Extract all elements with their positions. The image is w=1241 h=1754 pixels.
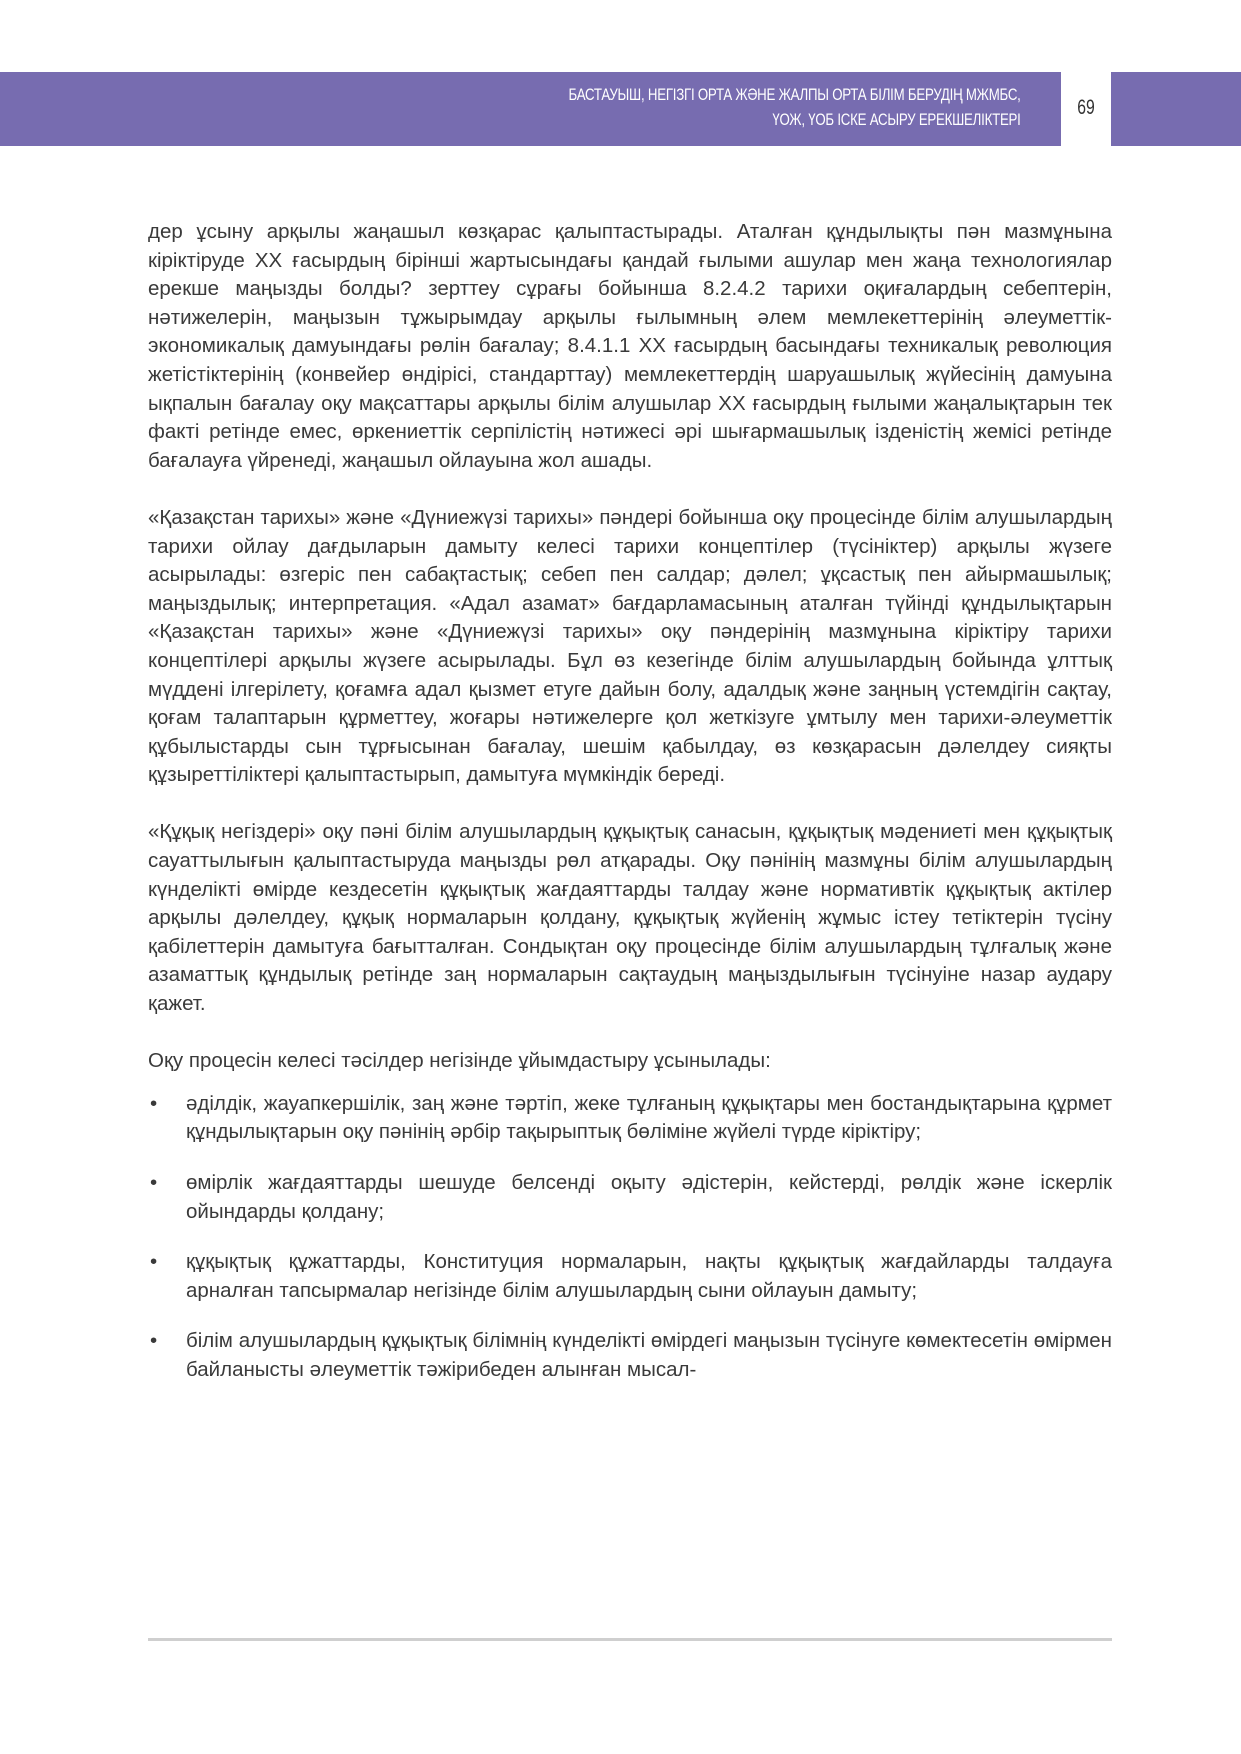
bullet-icon: • [150,1171,158,1194]
list-intro: Оқу процесін келесі тәсілдер негізінде ұйымдастыру ұсынылады: [148,1049,771,1073]
list-item [148,1248,1112,1305]
header-title-line-2: ҮОЖ, ҮОБ ІСКЕ АСЫРУ ЕРЕКШЕЛІКТЕРІ [772,110,1021,129]
footer-divider [148,1638,1112,1641]
page-number: 69 [1077,96,1095,119]
bullet-icon: • [150,1250,158,1274]
header-banner-right-tab [1111,72,1241,146]
paragraph-3: «Құқық негіздері» оқу пәні білім алушылардың құқықтық санасын, құқықтық мәдениеті мен құқықтық сауаттылығын қалыптастыруда маңызды рөл атқарады. Оқу пәнінің мазмұны білім алушылардың күнделікті өмірде кездесетін құқықтық жағдаяттарды талдау және нормативтік құқықтық актілер арқылы дәлелдеу, құқық нормаларын қолдану, құқықтық жүйенің жұмыс істеу тетіктерін түсіну қабілеттерін дамытуға бағытталған. Сондықтан оқу процесінде білім алушылардың тұлғалық және азаматтық құндылық ретінде заң нормаларын сақтаудың маңыздылығын түсінуіне назар аудару қажет. [148,820,1112,1016]
list-item [148,1169,1112,1226]
approaches-list [148,1090,1112,1385]
list-item [148,1327,1112,1384]
list-item [148,1090,1112,1147]
bullet-icon: • [150,1329,158,1353]
paragraph-2: «Қазақстан тарихы» және «Дүниежүзі тарихы» пәндері бойынша оқу процесінде білім алушылардың тарихи ойлау дағдыларын дамыту келесі тарихи концептілер (түсініктер) арқылы жүзеге асырылады: өзгеріс пен сабақтастық; себеп пен салдар; дәлел; ұқсастық пен айырмашылық; маңыздылық; интерпретация. «Адал азамат» бағдарламасының аталған түйінді құндылықтарын «Қазақстан тарихы» және «Дүниежүзі тарихы» оқу пәндерінің мазмұнына кіріктіру тарихи концептілері арқылы жүзеге асырылады. Бұл өз кезегінде білім алушылардың бойында ұлттық мүддені ілгерілету, қоғамға адал қызмет етуге дайын болу, адалдық және заңның үстемдігін сақтау, қоғам талаптарын құрметтеу, жоғары нәтижелерге қол жеткізуге ұмтылу мен тарихи-әлеуметтік құбылыстарды сын тұрғысынан бағалау, шешім қабылдау, өз көзқарасын дәлелдеу сияқты құзыреттіліктері қалыптастырып, дамытуға мүмкіндік береді. [148,505,1112,787]
list-item-text: білім алушылардың құқықтық білімнің күнделікті өмірдегі маңызын түсінуге көмектесетін өмірмен байланысты әлеуметтік тәжірибеден алынған мысал- [186,1329,1112,1381]
bullet-icon: • [150,1091,158,1115]
list-item-text: құқықтық құжаттарды, Конституция нормаларын, нақты құқықтық жағдайларды талдауға арналған тапсырмалар негізінде білім алушылардың сыни ойлауын дамыту; [186,1250,1112,1302]
paragraph-1: дер ұсыну арқылы жаңашыл көзқарас қалыптастырады. Аталған құндылықты пән мазмұнына кіріктіруде XX ғасырдың бірінші жартысындағы қандай ғылыми ашулар мен жаңа технологиялар ерекше маңызды болды? зерттеу сұрағы бойынша 8.2.4.2 тарихи оқиғалардың себептерін, нәтижелерін, маңызын тұжырымдау арқылы ғылымның әлем мемлекеттерінің әлеуметтік-экономикалық дамуындағы рөлін бағалау; 8.4.1.1 XX ғасырдың басындағы техникалық революция жетістіктерінің (конвейер өндірісі, стандарттау) мемлекеттердің шаруашылық жүйесінің дамуына ықпалын бағалау оқу мақсаттары арқылы білім алушылар XX ғасырдың ғылыми жаңалықтарын тек факті ретінде емес, өркениеттік серпілістің нәтижесі әрі шығармашылық ізденістің жемісі ретінде бағалауға үйренеді, жаңашыл ойлауына жол ашады. [148,220,1112,472]
running-header-title [569,82,1021,132]
page-body [148,218,1112,1407]
list-item-text: әділдік, жауапкершілік, заң және тәртіп, жеке тұлғаның құқықтары мен бостандықтарына құрмет құндылықтарын оқу пәнінің әрбір тақырыптық бөліміне жүйелі түрде кіріктіру; [186,1091,1112,1144]
list-item-text: өмірлік жағдаяттарды шешуде белсенді оқыту әдістерін, кейстерді, рөлдік және іскерлік ойындарды қолдану; [186,1171,1112,1223]
header-title-line-1: БАСТАУЫШ, НЕГІЗГІ ОРТА ЖӘНЕ ЖАЛПЫ ОРТА БІЛІМ БЕРУДІҢ МЖМБС, [568,85,1021,104]
header-banner [0,72,1061,146]
